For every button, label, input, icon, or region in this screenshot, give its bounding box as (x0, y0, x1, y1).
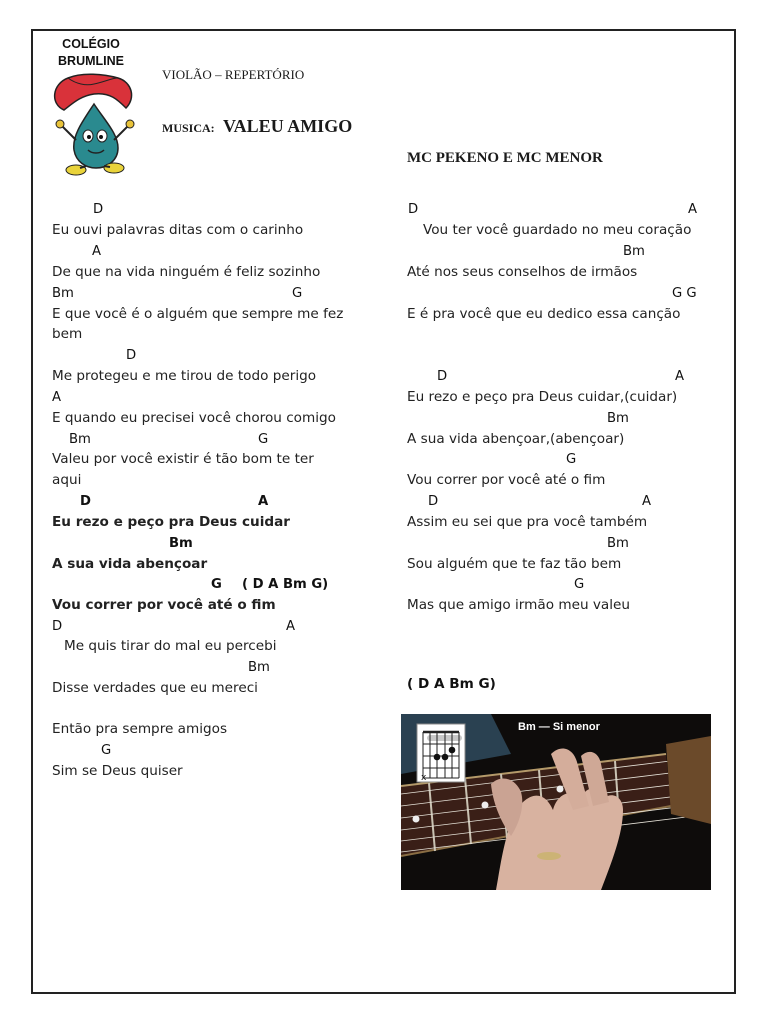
chord-label: A (92, 244, 102, 259)
lyric-line: Sim se Deus quiser (52, 763, 183, 779)
lyric-line: Sou alguém que te faz tão bem (407, 556, 622, 572)
chord-label: A (286, 619, 296, 634)
lyric-line: Assim eu sei que pra você também (407, 514, 648, 530)
lyric-line: A sua vida abençoar,(abençoar) (407, 431, 625, 447)
song-label: MUSICA: (162, 121, 215, 135)
chord-label: G (574, 577, 585, 592)
chord-label: D (437, 369, 448, 384)
lyric-line: E que você é o alguém que sempre me fez (52, 306, 344, 322)
chord-label: Bm (52, 286, 74, 301)
chord-label: A (675, 369, 685, 384)
lyric-line: bem (52, 326, 83, 342)
song-title: VALEU AMIGO (223, 116, 353, 136)
chord-label: Bm (248, 660, 270, 675)
chord-label: G (211, 577, 222, 592)
chord-label: D (408, 202, 419, 217)
lyric-line: Me protegeu e me tirou de todo perigo (52, 368, 317, 384)
chord-label: D (126, 348, 137, 363)
lyric-line: Eu rezo e peço pra Deus cuidar,(cuidar) (407, 389, 678, 405)
school-name-line2: BRUMLINE (58, 54, 124, 68)
muted-string-mark: x (421, 773, 427, 783)
chord-progression: ( D A Bm G) (407, 676, 496, 692)
lyric-line: Valeu por você existir é tão bom te ter (52, 451, 314, 467)
chord-label: D (80, 494, 91, 509)
lyric-line: A sua vida abençoar (52, 556, 208, 572)
chord-label: D (93, 202, 104, 217)
chord-label: Bm (623, 244, 645, 259)
chord-progression: ( D A Bm G) (242, 577, 329, 592)
school-name (46, 36, 136, 70)
lyric-line: Vou ter você guardado no meu coração (423, 222, 692, 238)
lyric-line: aqui (52, 472, 82, 488)
subject-label: VIOLÃO – REPERTÓRIO (162, 67, 305, 82)
chord-label: D (52, 619, 63, 634)
chord-label: G (566, 452, 577, 467)
chord-label: Bm (69, 432, 91, 447)
chord-label: G (101, 743, 112, 758)
chord-label: Bm (607, 411, 629, 426)
school-mascot-logo (46, 70, 142, 178)
school-name-line1: COLÉGIO (62, 37, 120, 51)
chord-label: A (52, 390, 62, 405)
lyric-line: E é pra você que eu dedico essa canção (407, 306, 681, 322)
chord-label: G (258, 432, 269, 447)
chord-label: A (258, 494, 269, 509)
chord-label: Bm (169, 536, 193, 551)
lyric-line: Mas que amigo irmão meu valeu (407, 597, 631, 613)
artist-name: MC PEKENO E MC MENOR (407, 150, 603, 166)
lyric-line: Disse verdades que eu mereci (52, 680, 258, 696)
chord-label: D (428, 494, 439, 509)
chord-label: G G (672, 286, 697, 301)
lyric-line: De que na vida ninguém é feliz sozinho (52, 264, 321, 280)
lyric-line: Me quis tirar do mal eu percebi (64, 638, 277, 654)
lyric-line: Vou correr por você até o fim (52, 597, 276, 613)
lyric-line: E quando eu precisei você chorou comigo (52, 410, 336, 426)
chord-photo-caption: Bm — Si menor (518, 721, 600, 733)
bm-chord-photo (401, 714, 711, 890)
chord-label: A (642, 494, 652, 509)
lyric-line: Então pra sempre amigos (52, 721, 228, 737)
lyric-line: Eu rezo e peço pra Deus cuidar (52, 514, 290, 530)
chord-label: A (688, 202, 698, 217)
lyric-line: Vou correr por você até o fim (407, 472, 606, 488)
lyric-line: Até nos seus conselhos de irmãos (407, 264, 638, 280)
lyric-line: Eu ouvi palavras ditas com o carinho (52, 222, 304, 238)
chord-label: Bm (607, 536, 629, 551)
chord-label: G (292, 286, 303, 301)
